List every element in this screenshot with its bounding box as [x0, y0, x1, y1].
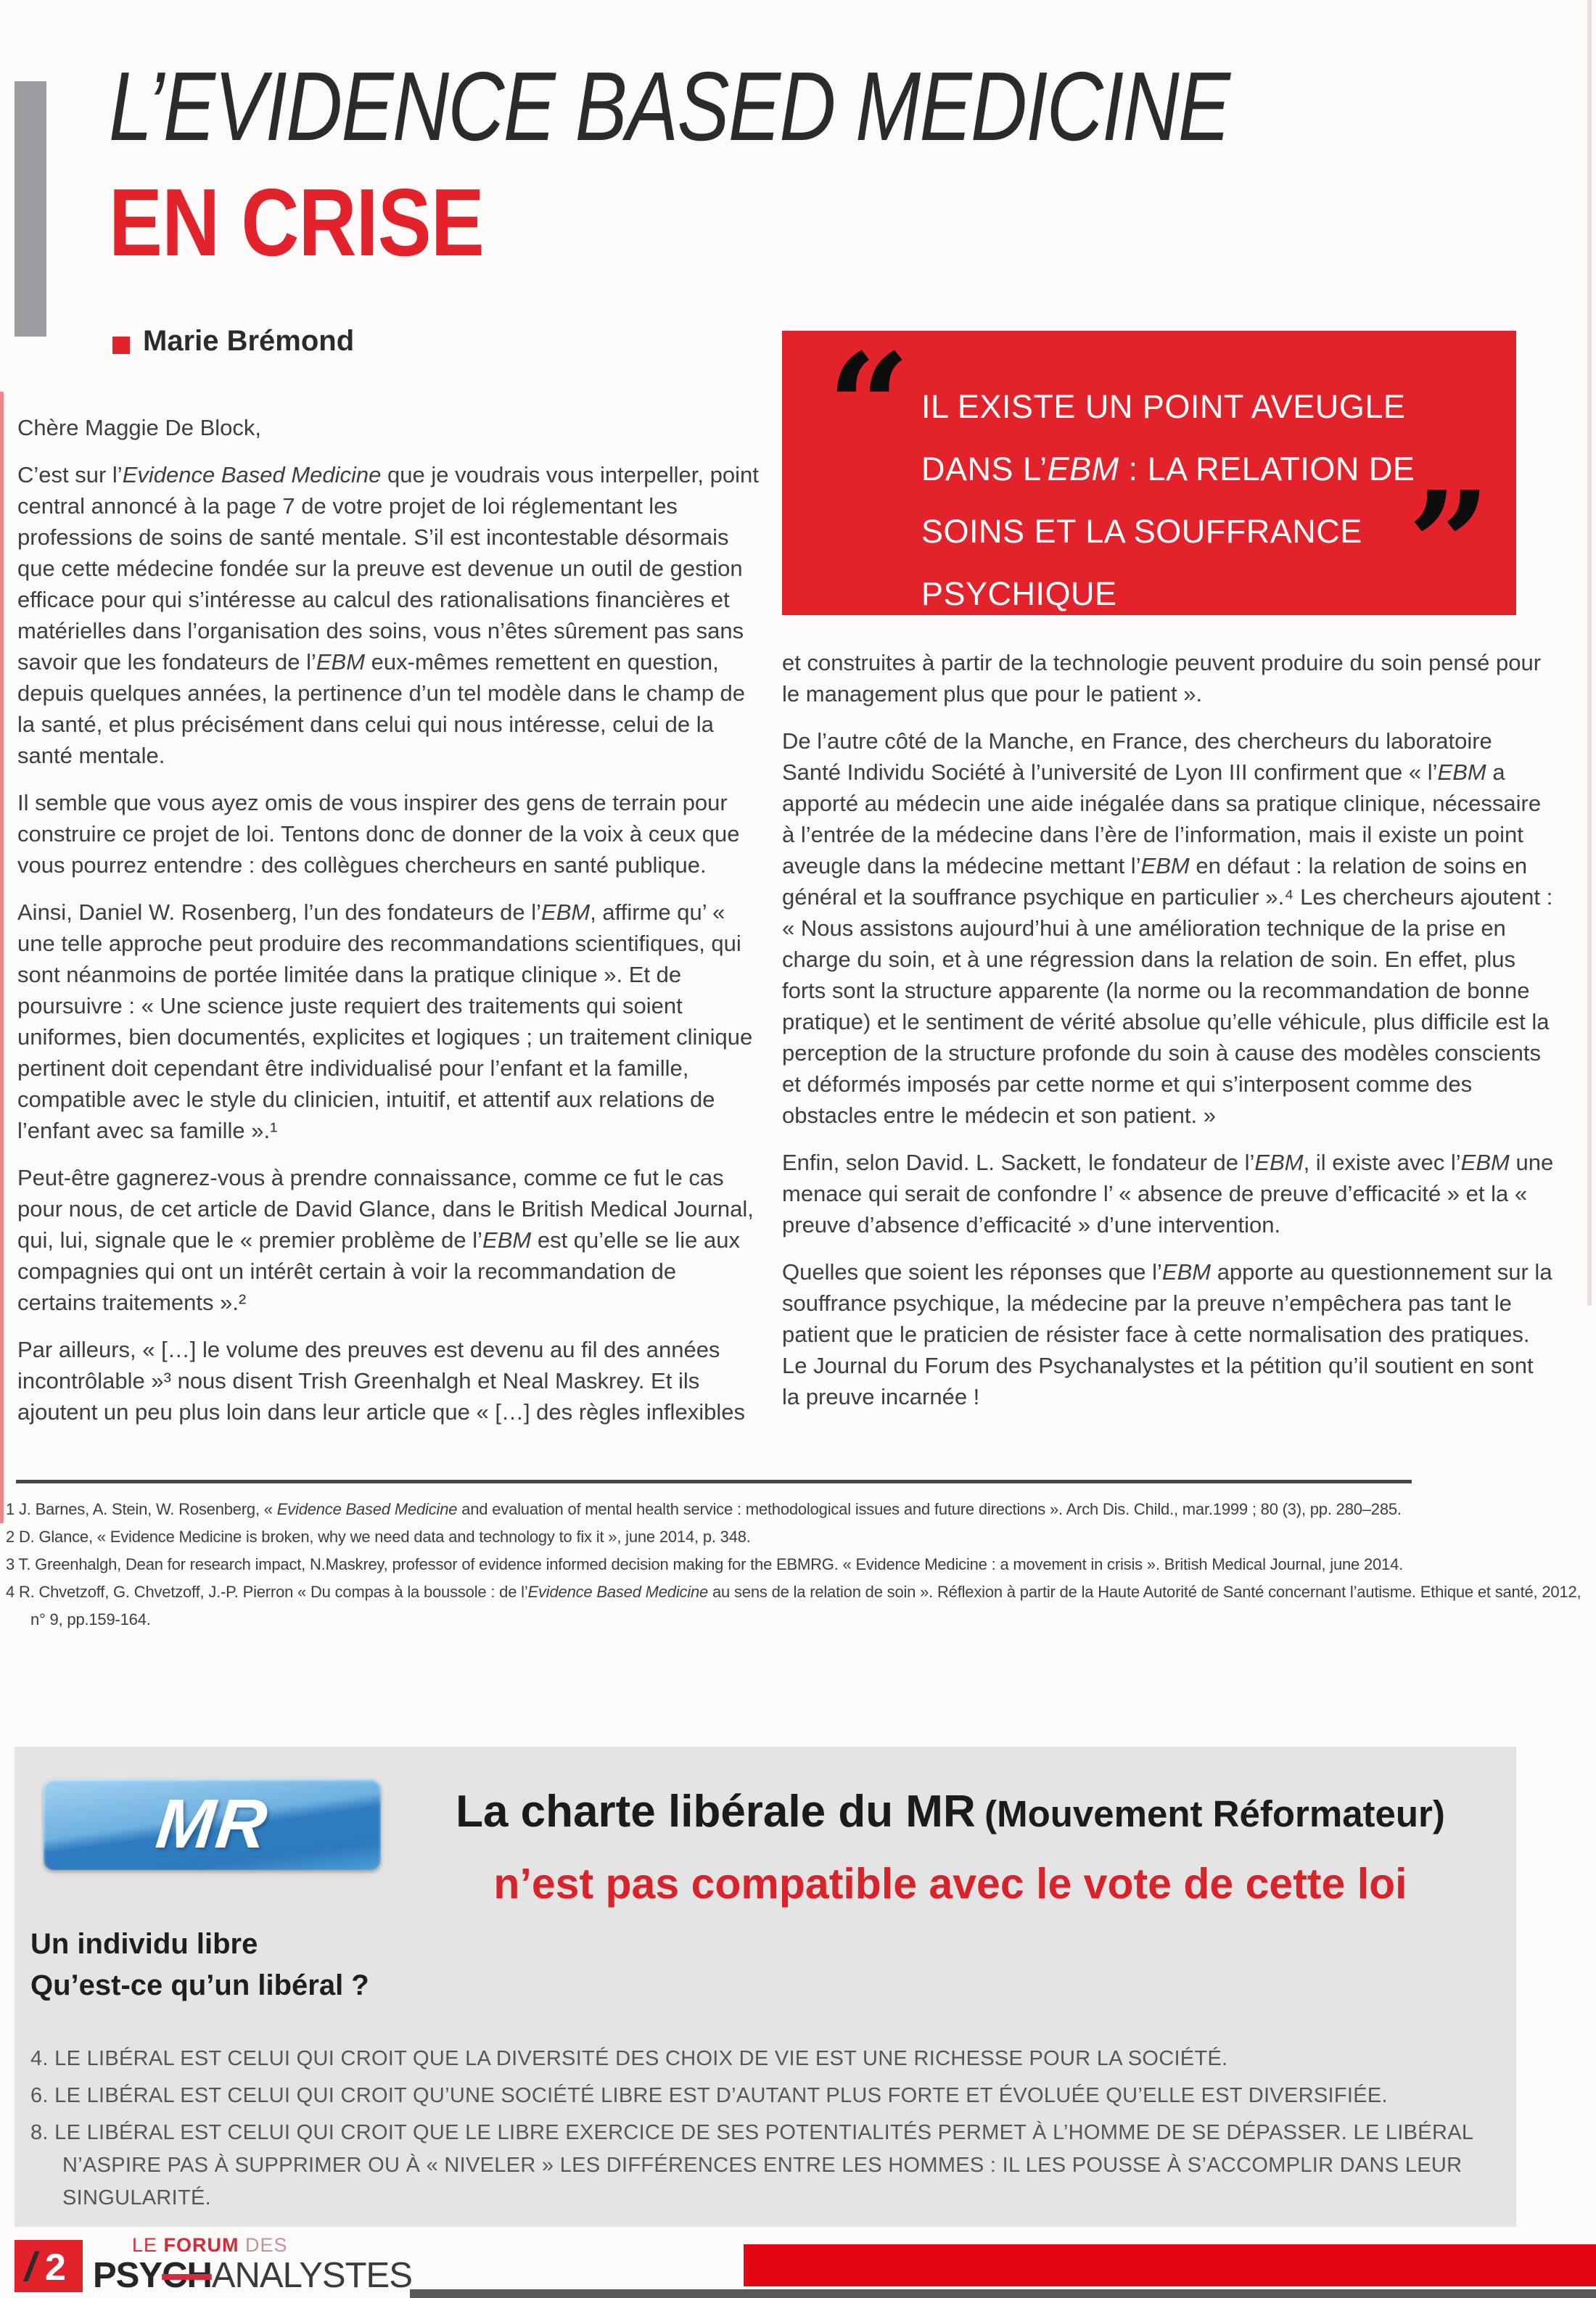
left-text-column [17, 412, 759, 1444]
logo-word-ch-strikethrough: CH [162, 2256, 212, 2295]
list-item: 6. LE LIBÉRAL EST CELUI QUI CROIT QU’UNE SOCIÉTÉ LIBRE EST D’AUTANT PLUS FORTE ET ÉVOLUÉE QU’ELLE EST DIVERSIFIÉE. [30, 2084, 1388, 2107]
footnote-separator-rule [16, 1480, 1412, 1483]
paragraph: Quelles que soient les réponses que l’EBM apporte au questionnement sur la souffrance psychique, la médecine par la preuve n’empêchera pas tant le patient que le praticien de résister face à cette normalisation des pratiques. Le Journal du Forum des Psychanalystes et la pétition qu’il soutient en sont la preuve incarnée ! [782, 1259, 1552, 1409]
title-accent-bar [15, 81, 46, 337]
footnotes-block [6, 1496, 1587, 1634]
footnote: 2 D. Glance, « Evidence Medicine is broken, why we need data and technology to fix it », june 2014, p. 348. [6, 1528, 751, 1546]
mr-subheading-line2: Qu’est-ce qu’un libéral ? [30, 1969, 369, 2001]
paragraph: Chère Maggie De Block, [17, 415, 261, 440]
article-title-line2: EN CRISE [109, 169, 484, 276]
pull-quote-text: IL EXISTE UN POINT AVEUGLE DANS L’EBM : LA RELATION DE SOINS ET LA SOUFFRANCE PSYCHIQUE [921, 388, 1415, 612]
footnote: 3 T. Greenhalgh, Dean for research impact, N.Maskrey, professor of evidence informed decision making for the EBMRG. « Evidence Medicine : a movement in crisis ». British Medical Journal, june 2014. [6, 1555, 1404, 1573]
page-number-badge [15, 2240, 83, 2292]
paragraph: Ainsi, Daniel W. Rosenberg, l’un des fondateurs de l’EBM, affirme qu’ « une telle approche peut produire des recommandations scientifiques, qui sont néanmoins de portée limitée dans la pratique clinique ». Et de poursuivre : « Une science juste requiert des traitements qui soient uniformes, bien documentés, explicites et logiques ; un traitement clinique pertinent doit cependant être individualisé pour l’enfant et la famille, compatible avec le style du clinicien, intuitif, et attentif aux relations de l’enfant avec sa famille ».¹ [17, 899, 753, 1143]
right-edge-scan-mark [1587, 0, 1592, 1306]
bottom-page-edge [410, 2289, 1596, 2298]
author-name: Marie Brémond [143, 325, 355, 357]
author-bullet-square [112, 337, 130, 354]
forum-des-psychanalystes-logo [93, 2234, 412, 2296]
list-item: 8. LE LIBÉRAL EST CELUI QUI CROIT QUE LE LIBRE EXERCICE DE SES POTENTIALITÉS PERMET À L’HOMME DE SE DÉPASSER. LE LIBÉRAL N’ASPIRE PAS À SUPPRIMER OU À « NIVELER » LES DIFFÉRENCES ENTRE LES HOMMES : IL LES POUSSE À S’ACCOMPLIR DANS LEUR SINGULARITÉ. [30, 2121, 1473, 2210]
logo-word-forum: FORUM [163, 2234, 239, 2256]
logo-word-psy: PSY [93, 2256, 163, 2295]
paragraph: Enfin, selon David. L. Sackett, le fondateur de l’EBM, il existe avec l’EBM une menace qui serait de confondre l’ « absence de preuve d’efficacité » et la « preuve d’absence d’efficacité » d’une intervention. [782, 1150, 1554, 1237]
page-number: 2 [45, 2246, 66, 2289]
footnote: 4 R. Chvetzoff, G. Chvetzoff, J.-P. Pierron « Du compas à la boussole : de l’Evidence Based Medicine au sens de la relation de soin ». Réflexion à partir de la Haute Autorité de Santé concernant l’autisme. Ethique et santé, 2012, n° 9, pp.159-164. [6, 1583, 1581, 1628]
paragraph: De l’autre côté de la Manche, en France, des chercheurs du laboratoire Santé Individu Société à l’université de Lyon III confirment que « l’EBM a apporté au médecin une aide inégalée dans sa pratique clinique, nécessaire à l’entrée de la médecine dans l’ère de l’information, mais il existe un point aveugle dans la médecine mettant l’EBM en défaut : la relation de soins en général et la souffrance psychique en particulier ».⁴ Les chercheurs ajoutent : « Nous assistons aujourd’hui à une amélioration technique de la prise en charge du soin, et à une régression dans la relation de soin. En effet, plus forts sont la structure apparente (la norme ou la recommandation de bonne pratique) et le sentiment de vérité absolue qu’elle véhicule, plus difficile est la perception de la structure profonde du soin à cause des modèles conscients et déformés imposés par cette norme et qui s’interposent comme des obstacles entre le médecin et son patient. » [782, 728, 1553, 1128]
paragraph: et construites à partir de la technologie peuvent produire du soin pensé pour le management plus que pour le patient ». [782, 650, 1542, 707]
paragraph: C’est sur l’Evidence Based Medicine que je voudrais vous interpeller, point central annoncé à la page 7 de votre projet de loi réglementant les professions de soins de santé mentale. S’il est incontestable désormais que cette médecine fondée sur la preuve est devenue un outil de gestion efficace pour qui s’intéresse au calcul des rationalisations financières et matérielles dans l’organisation des soins, vous n’êtes sûrement pas sans savoir que les fondateurs de l’EBM eux-mêmes remettent en question, depuis quelques années, la pertinence d’un tel modèle dans le champ de la santé, et plus précisément dans celui qui nous intéresse, celui de la santé mentale. [17, 462, 759, 768]
open-quote-icon: “ [827, 322, 911, 493]
mr-logo-text: MR [152, 1785, 272, 1863]
mr-heading-paren: (Mouvement Réformateur) [984, 1793, 1445, 1834]
mr-heading [406, 1786, 1494, 1908]
article-title-line1: L’EVIDENCE BASED MEDICINE [109, 52, 1230, 161]
page-number-slash: / [25, 2244, 36, 2289]
paragraph: Par ailleurs, « […] le volume des preuves est devenu au fil des années incontrôlable »³ nous disent Trish Greenhalgh et Neal Maskrey. Et ils ajoutent un peu plus loin dans leur article que « […] des règles inflexibles [17, 1337, 745, 1425]
paragraph: Il semble que vous ayez omis de vous inspirer des gens de terrain pour construire ce projet de loi. Tentons donc de donner de la voix à ceux que vous pourrez entendre : des collègues chercheurs en santé publique. [17, 790, 740, 878]
mr-section-box [15, 1747, 1516, 2227]
mr-heading-red: n’est pas compatible avec le vote de cette loi [493, 1860, 1407, 1908]
list-item: 4. LE LIBÉRAL EST CELUI QUI CROIT QUE LA DIVERSITÉ DES CHOIX DE VIE EST UNE RICHESSE POUR LA SOCIÉTÉ. [30, 2047, 1228, 2070]
forum-logo-top-line [132, 2234, 412, 2257]
mr-subheading [30, 1924, 369, 2006]
right-text-column [782, 647, 1557, 1428]
mr-party-logo [44, 1779, 381, 1870]
footnote: 1 J. Barnes, A. Stein, W. Rosenberg, « Evidence Based Medicine and evaluation of mental health service : methodological issues and future directions ». Arch Dis. Child., mar.1999 ; 80 (3), pp. 280–285. [6, 1500, 1402, 1518]
pull-quote-box [782, 322, 1516, 630]
mr-subheading-line1: Un individu libre [30, 1928, 258, 1960]
forum-logo-bottom-line [93, 2255, 412, 2296]
logo-word-analystes: ANALYSTES [211, 2256, 412, 2295]
left-edge-scan-mark [0, 392, 4, 1523]
logo-word-le: LE [132, 2234, 164, 2256]
mr-charter-list [30, 2043, 1496, 2219]
footer-red-bar [744, 2244, 1596, 2286]
mr-heading-black [406, 1786, 1494, 1837]
mr-heading-main: La charte libérale du MR [456, 1787, 976, 1837]
logo-word-des: DES [239, 2234, 288, 2256]
close-quote-icon: ” [1407, 460, 1492, 630]
paragraph: Peut-être gagnerez-vous à prendre connaissance, comme ce fut le cas pour nous, de cet article de David Glance, dans le British Medical Journal, qui, lui, signale que le « premier problème de l’EBM est qu’elle se lie aux compagnies qui ont un intérêt certain à voir la recommandation de certains traitements ».² [17, 1165, 754, 1315]
